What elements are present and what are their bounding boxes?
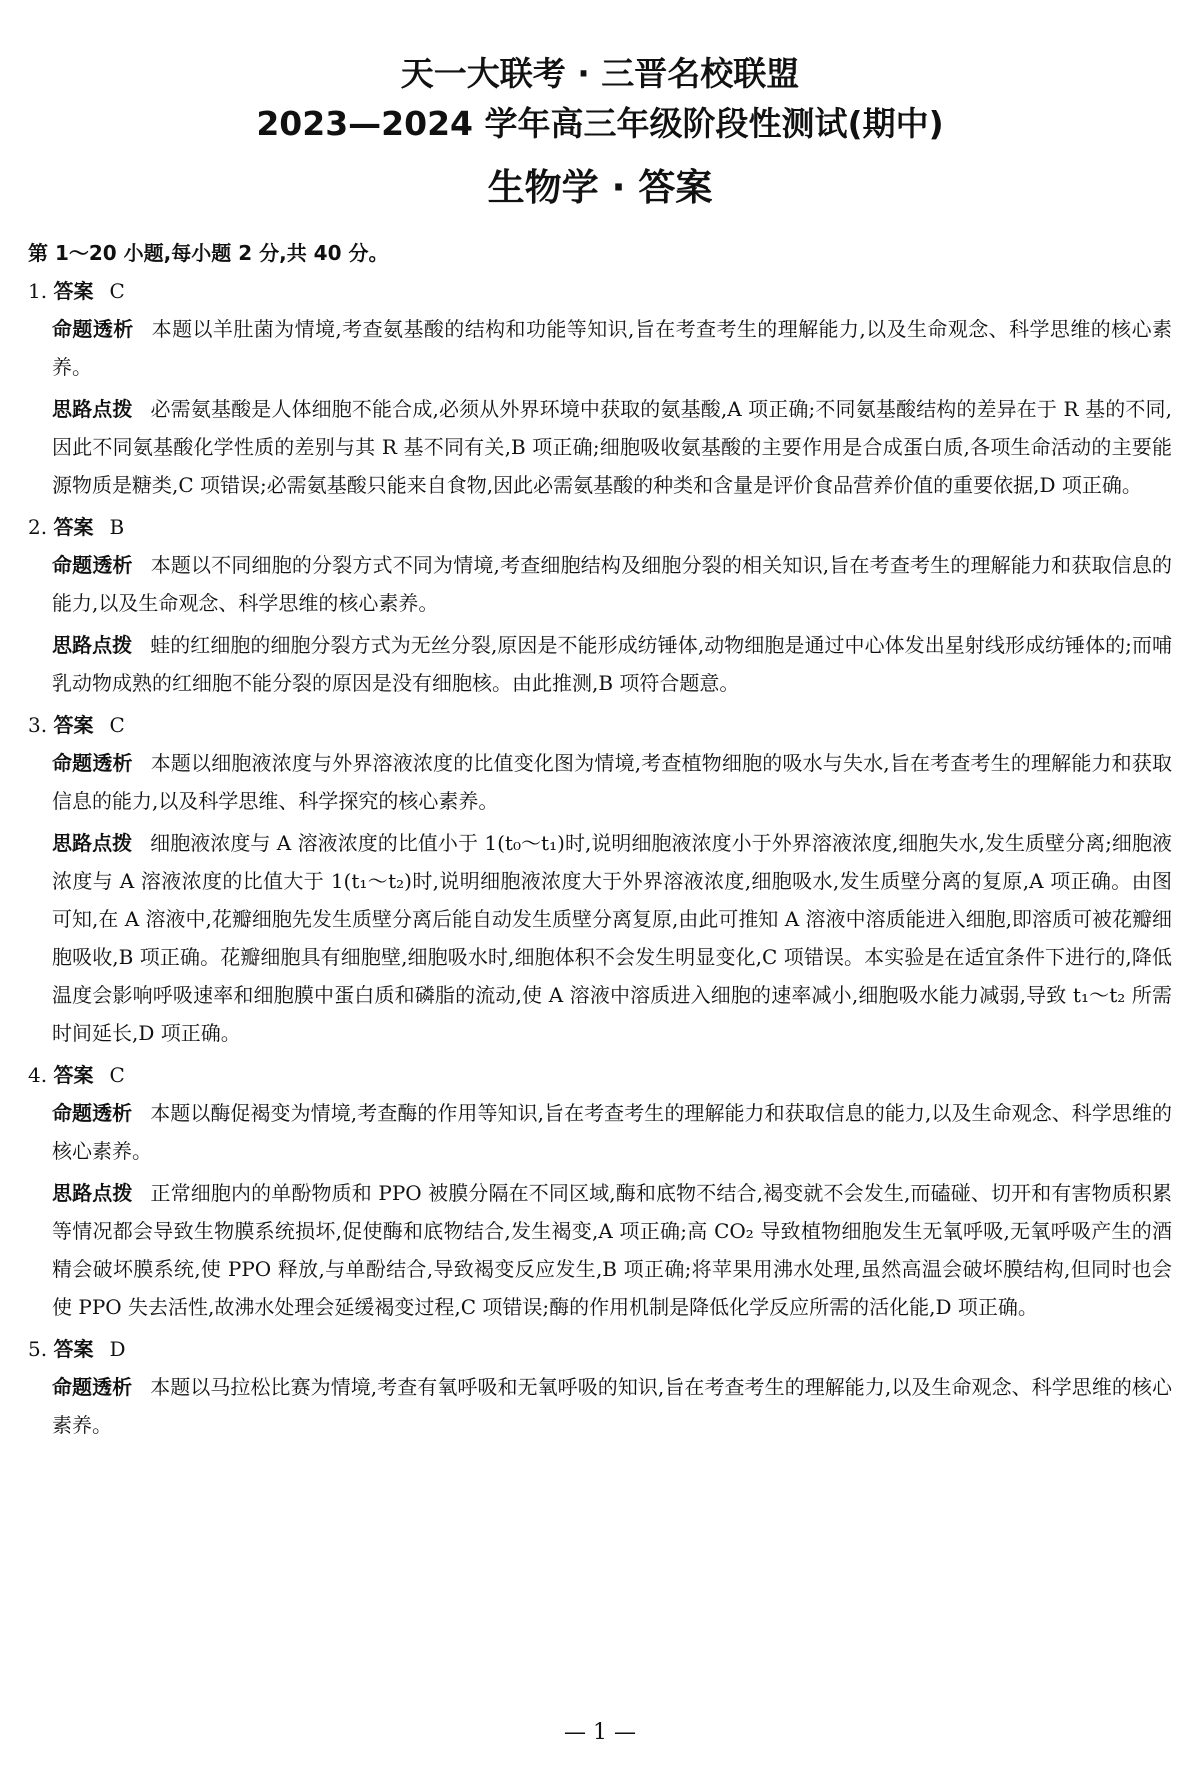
solution-paragraph	[28, 1174, 1172, 1326]
question-number: 1.	[28, 279, 54, 303]
analysis-text: 本题以细胞液浓度与外界溶液浓度的比值变化图为情境,考查植物细胞的吸水与失水,旨在考查考生的理解能力和获取信息的能力,以及科学思维、科学探究的核心素养。	[52, 751, 1173, 813]
analysis-paragraph	[28, 1094, 1172, 1170]
answer-label: 答案	[53, 1337, 94, 1361]
solution-text: 蛙的红细胞的细胞分裂方式为无丝分裂,原因是不能形成纺锤体,动物细胞是通过中心体发出星射线形成纺锤体的;而哺乳动物成熟的红细胞不能分裂的原因是没有细胞核。由此推测,B 项符合题意。	[52, 633, 1173, 695]
question-block	[28, 1056, 1172, 1326]
question-number: 2.	[28, 515, 54, 539]
analysis-paragraph	[28, 310, 1172, 386]
question-number: 4.	[28, 1063, 54, 1087]
analysis-paragraph	[28, 744, 1172, 820]
solution-label: 思路点拨	[52, 633, 133, 657]
solution-label: 思路点拨	[52, 1181, 133, 1205]
analysis-paragraph	[28, 546, 1172, 622]
answer-value: C	[109, 279, 125, 303]
analysis-text: 本题以马拉松比赛为情境,考查有氧呼吸和无氧呼吸的知识,旨在考查考生的理解能力,以及生命观念、科学思维的核心素养。	[52, 1375, 1173, 1437]
analysis-text: 本题以酶促褐变为情境,考查酶的作用等知识,旨在考查考生的理解能力和获取信息的能力,以及生命观念、科学思维的核心素养。	[52, 1101, 1173, 1163]
solution-text: 正常细胞内的单酚物质和 PPO 被膜分隔在不同区域,酶和底物不结合,褐变就不会发生,而磕碰、切开和有害物质积累等情况都会导致生物膜系统损坏,促使酶和底物结合,发生褐变,A 项正确;高 CO₂ 导致植物细胞发生无氧呼吸,无氧呼吸产生的酒精会破坏膜系统,使 PPO 释放,与单酚结合,导致褐变反应发生,B 项正确;将苹果用沸水处理,虽然高温会破坏膜结构,但同时也会使 PPO 失去活性,故沸水处理会延缓褐变过程,C 项错误;酶的作用机制是降低化学反应所需的活化能,D 项正确。	[52, 1181, 1173, 1319]
analysis-label: 命题透析	[52, 1375, 133, 1399]
solution-paragraph	[28, 390, 1172, 504]
question-answer-line	[28, 1330, 1172, 1368]
answer-label: 答案	[53, 713, 94, 737]
answer-value: D	[109, 1337, 126, 1361]
exam-session-title: 2023—2024 学年高三年级阶段性测试(期中)	[256, 104, 944, 143]
analysis-label: 命题透析	[52, 317, 134, 341]
answer-label: 答案	[53, 279, 94, 303]
question-block	[28, 508, 1172, 702]
solution-text: 必需氨基酸是人体细胞不能合成,必须从外界环境中获取的氨基酸,A 项正确;不同氨基酸结构的差异在于 R 基的不同,因此不同氨基酸化学性质的差别与其 R 基不同有关,B 项正确;细胞吸收氨基酸的主要作用是合成蛋白质,各项生命活动的主要能源物质是糖类,C 项错误;必需氨基酸只能来自食物,因此必需氨基酸的种类和含量是评价食品营养价值的重要依据,D 项正确。	[52, 397, 1172, 497]
analysis-text: 本题以不同细胞的分裂方式不同为情境,考查细胞结构及细胞分裂的相关知识,旨在考查考生的理解能力和获取信息的能力,以及生命观念、科学思维的核心素养。	[52, 553, 1173, 615]
solution-text: 细胞液浓度与 A 溶液浓度的比值小于 1(t₀～t₁)时,说明细胞液浓度小于外界溶液浓度,细胞失水,发生质壁分离;细胞液浓度与 A 溶液浓度的比值大于 1(t₁～t₂)时,说明细胞液浓度大于外界溶液浓度,细胞吸水,发生质壁分离的复原,A 项正确。由图可知,在 A 溶液中,花瓣细胞先发生质壁分离后能自动发生质壁分离复原,由此可推知 A 溶液中溶质能进入细胞,即溶质可被花瓣细胞吸收,B 项正确。花瓣细胞具有细胞壁,细胞吸水时,细胞体积不会发生明显变化,C 项错误。本实验是在适宜条件下进行的,降低温度会影响呼吸速率和细胞膜中蛋白质和磷脂的流动,使 A 溶液中溶质进入细胞的速率减小,细胞吸水能力减弱,导致 t₁～t₂ 所需时间延长,D 项正确。	[52, 831, 1173, 1045]
question-answer-line	[28, 706, 1172, 744]
question-block	[28, 706, 1172, 1052]
analysis-text: 本题以羊肚菌为情境,考查氨基酸的结构和功能等知识,旨在考查考生的理解能力,以及生命观念、科学思维的核心素养。	[52, 317, 1172, 379]
analysis-paragraph	[28, 1368, 1172, 1444]
answer-label: 答案	[53, 515, 94, 539]
exam-union-title: 天一大联考 · 三晋名校联盟	[400, 54, 800, 93]
solution-paragraph	[28, 824, 1172, 1052]
question-number: 3.	[28, 713, 54, 737]
question-block	[28, 272, 1172, 504]
answer-label: 答案	[53, 1063, 94, 1087]
page-number: — 1 —	[564, 1720, 636, 1745]
subject-answer-title: 生物学 · 答案	[487, 166, 713, 209]
question-number: 5.	[28, 1337, 54, 1361]
analysis-label: 命题透析	[52, 553, 133, 577]
analysis-label: 命题透析	[52, 1101, 133, 1125]
section-intro: 第 1～20 小题,每小题 2 分,共 40 分。	[28, 241, 389, 265]
solution-paragraph	[28, 626, 1172, 702]
question-answer-line	[28, 1056, 1172, 1094]
solution-label: 思路点拨	[52, 397, 133, 421]
answer-value: B	[109, 515, 125, 539]
question-answer-line	[28, 272, 1172, 310]
answer-value: C	[109, 713, 125, 737]
question-block	[28, 1330, 1172, 1444]
question-answer-line	[28, 508, 1172, 546]
solution-label: 思路点拨	[52, 831, 133, 855]
answer-value: C	[109, 1063, 125, 1087]
analysis-label: 命题透析	[52, 751, 133, 775]
